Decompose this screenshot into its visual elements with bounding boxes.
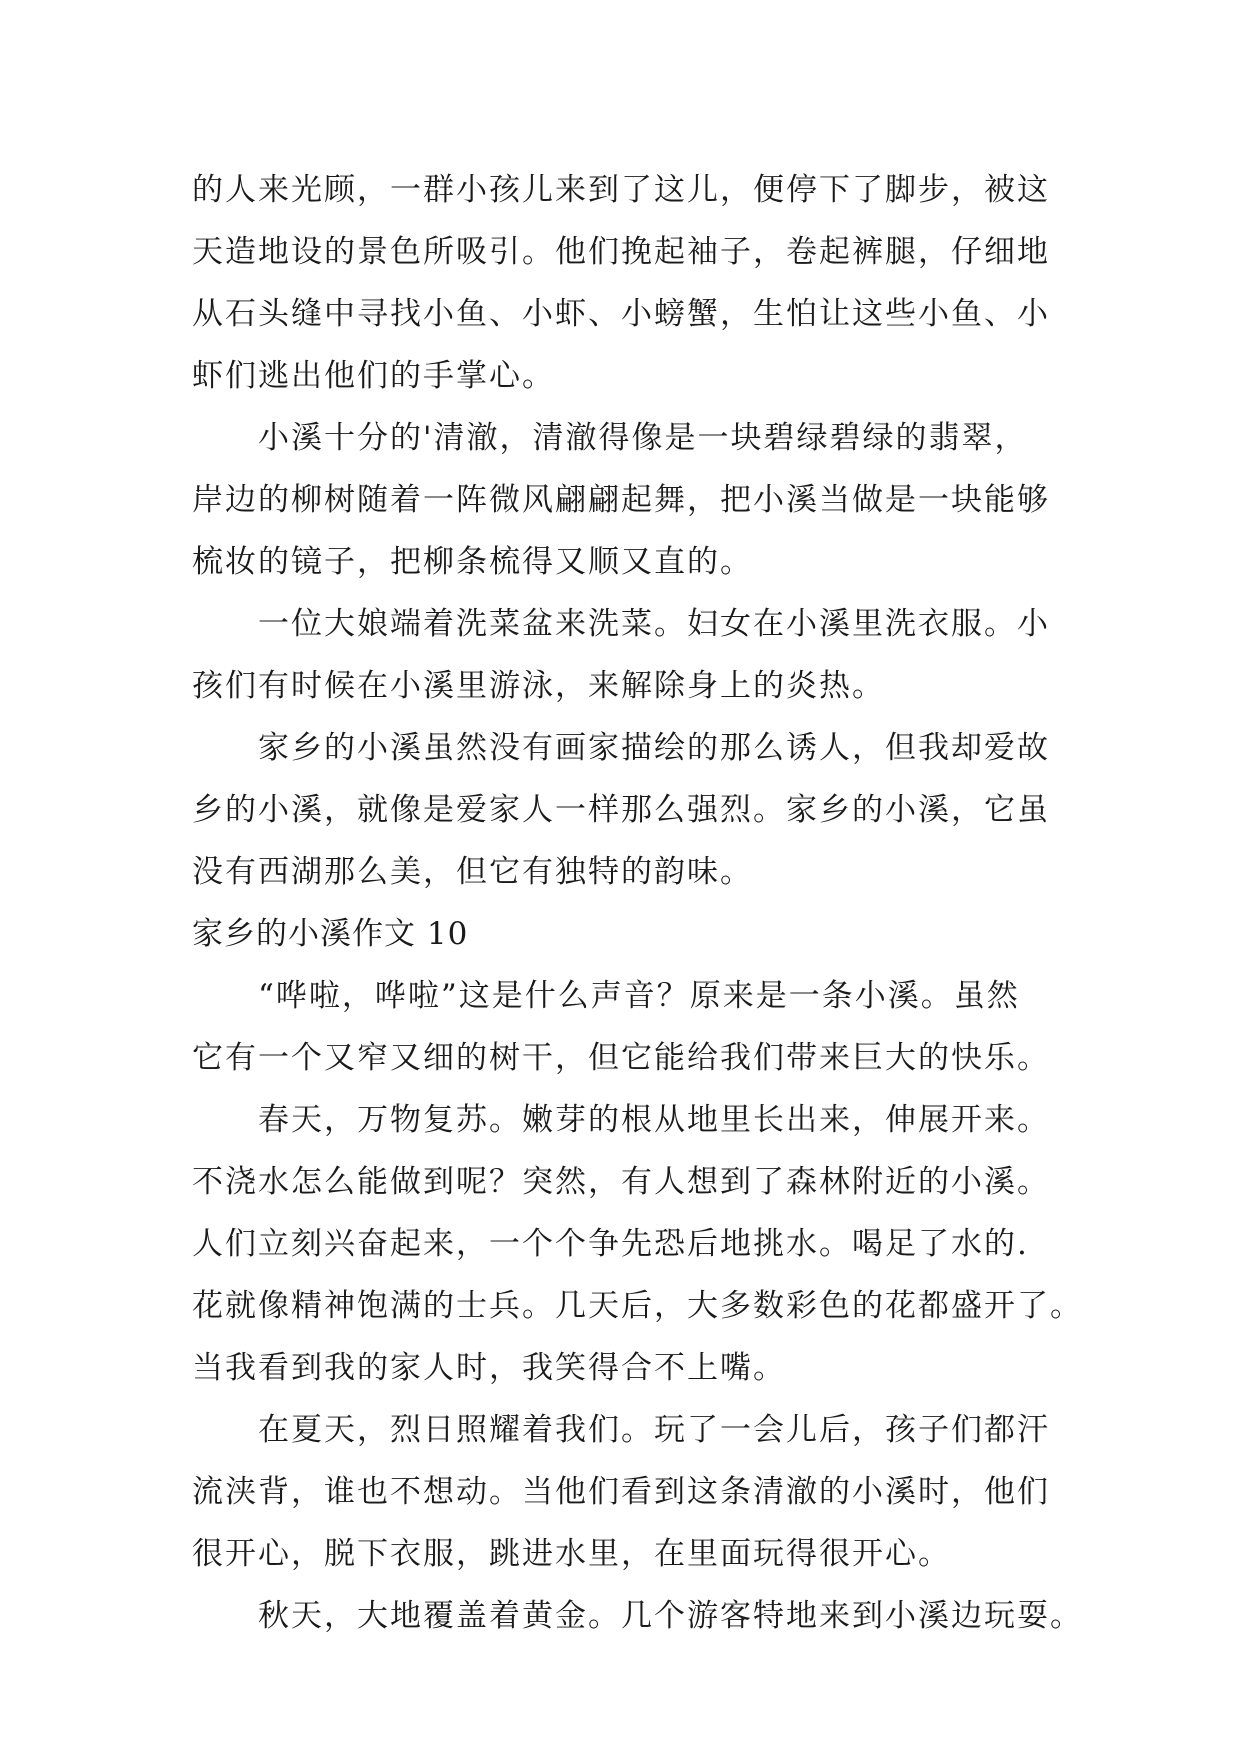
text-line: 没有西湖那么美，但它有独特的韵味。 xyxy=(192,854,753,890)
text-line: 的人来光顾，一群小孩儿来到了这儿，便停下了脚步，被这 xyxy=(192,172,1050,208)
paragraph-first-line: 在夏天，烈日照耀着我们。玩了一会儿后，孩子们都汗 xyxy=(258,1412,1050,1448)
paragraph-first-line: 春天，万物复苏。嫩芽的根从地里长出来，伸展开来。 xyxy=(258,1102,1050,1138)
text-line: 人们立刻兴奋起来，一个个争先恐后地挑水。喝足了水的. xyxy=(192,1226,1029,1262)
text-line: 当我看到我的家人时，我笑得合不上嘴。 xyxy=(192,1350,786,1386)
paragraph-first-line: “哗啦，哗啦”这是什么声音？原来是一条小溪。虽然 xyxy=(258,978,1020,1014)
paragraph-first-line: 小溪十分的'清澈，清澈得像是一块碧绿碧绿的翡翠， xyxy=(258,420,1028,456)
text-line: 流浃背，谁也不想动。当他们看到这条清澈的小溪时，他们 xyxy=(192,1474,1050,1510)
text-line: 很开心，脱下衣服，跳进水里，在里面玩得很开心。 xyxy=(192,1536,951,1572)
paragraph-first-line: 家乡的小溪虽然没有画家描绘的那么诱人，但我却爱故 xyxy=(258,730,1050,766)
text-line: 孩们有时候在小溪里游泳，来解除身上的炎热。 xyxy=(192,668,885,704)
text-line: 不浇水怎么能做到呢？突然，有人想到了森林附近的小溪。 xyxy=(192,1164,1050,1200)
text-line: 岸边的柳树随着一阵微风翩翩起舞，把小溪当做是一块能够 xyxy=(192,482,1050,518)
text-line: 天造地设的景色所吸引。他们挽起袖子，卷起裤腿，仔细地 xyxy=(192,234,1050,270)
text-line: 花就像精神饱满的士兵。几天后，大多数彩色的花都盛开了。 xyxy=(192,1288,1083,1324)
text-line: 它有一个又窄又细的树干，但它能给我们带来巨大的快乐。 xyxy=(192,1040,1050,1076)
text-line: 从石头缝中寻找小鱼、小虾、小螃蟹，生怕让这些小鱼、小 xyxy=(192,296,1050,332)
text-line: 梳妆的镜子，把柳条梳得又顺又直的。 xyxy=(192,544,753,580)
essay-body xyxy=(192,159,1083,1647)
paragraph-first-line: 一位大娘端着洗菜盆来洗菜。妇女在小溪里洗衣服。小 xyxy=(258,606,1050,642)
essay-heading: 家乡的小溪作文 10 xyxy=(192,916,469,952)
text-line: 虾们逃出他们的手掌心。 xyxy=(192,358,555,394)
text-line: 乡的小溪，就像是爱家人一样那么强烈。家乡的小溪，它虽 xyxy=(192,792,1050,828)
paragraph-first-line: 秋天，大地覆盖着黄金。几个游客特地来到小溪边玩耍。 xyxy=(258,1598,1083,1634)
